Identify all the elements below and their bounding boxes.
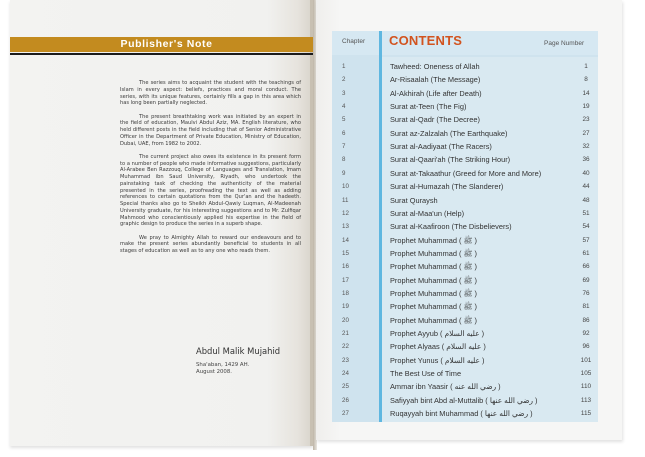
toc-page-number: 69 <box>582 276 590 284</box>
toc-page-number: 105 <box>580 370 592 378</box>
toc-entry <box>332 394 598 407</box>
contents-title: CONTENTS <box>389 33 463 48</box>
toc-chapter-number: 10 <box>342 183 349 191</box>
toc-chapter-title: Prophet Muhammad ( ﷺ ) <box>390 315 477 325</box>
toc-entry <box>332 274 598 287</box>
toc-chapter-number: 3 <box>342 89 346 97</box>
toc-page-number: 76 <box>582 289 590 297</box>
toc-chapter-title: Surat at-Takaathur (Greed for More and More) <box>390 168 542 178</box>
toc-entry <box>332 300 598 313</box>
toc-chapter-number: 13 <box>342 223 349 231</box>
signature-date <box>196 362 249 376</box>
toc-page-number: 40 <box>582 169 590 177</box>
toc-chapter-title: The Best Use of Time <box>390 369 462 379</box>
toc-page-number: 19 <box>582 103 590 111</box>
toc-page-number: 27 <box>582 129 590 137</box>
toc-chapter-title: Prophet Muhammad ( ﷺ ) <box>390 302 477 312</box>
toc-chapter-title: Tawheed: Oneness of Allah <box>390 62 480 71</box>
toc-entry <box>332 260 598 273</box>
toc-chapter-title: Surat al-Qadr (The Decree) <box>390 115 480 125</box>
toc-entry <box>332 354 598 367</box>
toc-page-number: 23 <box>582 116 590 124</box>
toc-chapter-number: 7 <box>342 143 346 151</box>
toc-entry <box>332 167 598 180</box>
toc-chapter-number: 19 <box>342 303 349 311</box>
note-paragraph: We pray to Almighty Allah to reward our endeavours and to make the present series abundantly beneficial to students in all stages of education as well as to any one who reads them. <box>120 234 301 254</box>
toc-entry <box>332 180 598 193</box>
toc-chapter-number: 21 <box>342 330 349 337</box>
toc-chapter-number: 25 <box>342 383 349 391</box>
publishers-note-banner <box>10 37 313 52</box>
toc-chapter-title: Surat al-Kaafiroon (The Disbelievers) <box>390 222 512 232</box>
toc-page-number: 44 <box>582 183 590 191</box>
toc-chapter-title: Surat al-Humazah (The Slanderer) <box>390 182 504 192</box>
banner-title: Publisher's Note <box>120 38 213 50</box>
toc-chapter-title: Surat Quraysh <box>390 195 438 205</box>
toc-chapter-title: Prophet Ayyub ( عليه السلام ) <box>390 329 485 338</box>
toc-page-number: 113 <box>580 396 592 404</box>
column-header-page-number: Page Number <box>544 40 585 47</box>
toc-chapter-title: Prophet Muhammad ( ﷺ ) <box>390 262 477 272</box>
toc-page-number: 61 <box>582 249 590 257</box>
toc-entry <box>332 127 598 140</box>
toc-chapter-title: Ammar ibn Yaasir ( رضي الله عنه ) <box>390 382 501 392</box>
toc-chapter-number: 14 <box>342 236 349 244</box>
toc-chapter-title: Prophet Alyaas ( عليه السلام ) <box>390 342 486 352</box>
toc-chapter-title: Surat al-Maa'un (Help) <box>390 208 465 218</box>
toc-chapter-title: Al-Akhirah (Life after Death) <box>390 88 482 98</box>
toc-entry <box>332 287 598 300</box>
toc-chapter-number: 23 <box>342 356 349 364</box>
toc-page-number: 81 <box>582 303 590 311</box>
toc-chapter-number: 27 <box>342 410 349 418</box>
note-paragraph: The series aims to acquaint the student with the teachings of Islam in every aspect: beliefs, practices and moral conduct. The series, with its unique features, certainly fills a gap in this area which has long been partially neglected. <box>120 80 301 107</box>
toc-page-number: 51 <box>582 209 590 217</box>
note-paragraph: The current project also owes its existence in its present form to a number of people who made informative suggestions, particularly Al-Arabee Ben Razzouq, College of Languages and Translation, Imam Muhammad ibn Saud University, Riyadh, who undertook the painstaking task of checking the authenticity of the material presented in the series, proofreading the text as well as adding references to certain quotations from the Qur'an and the hadeeth. Special thanks also go to Sheikh Abdul-Qawiy Luqman, Al-Madeenah University graduate, for his interesting suggestions and to Mr. Zulfiqar Mahmood who conscientiously applied his expertise in the field of graphic design to produce the series in a superb shape. <box>120 153 301 228</box>
toc-chapter-number: 24 <box>342 370 349 378</box>
toc-page-number: 115 <box>580 410 592 418</box>
toc-page-number: 36 <box>582 156 590 164</box>
toc-chapter-number: 26 <box>342 396 349 404</box>
toc-entry <box>332 100 598 113</box>
toc-chapter-number: 17 <box>342 276 349 284</box>
toc-page-number: 66 <box>582 263 590 271</box>
toc-entry <box>332 207 598 220</box>
toc-chapter-title: Surat al-Qaari'ah (The Striking Hour) <box>390 155 511 165</box>
toc-chapter-number: 9 <box>342 169 346 177</box>
toc-page-number: 86 <box>582 316 590 324</box>
date-line-gregorian: August 2008. <box>196 369 233 375</box>
toc-page-number: 54 <box>582 223 590 231</box>
toc-chapter-number: 6 <box>342 129 346 137</box>
toc-entry <box>332 113 598 126</box>
toc-page-number: 14 <box>582 89 590 97</box>
toc-chapter-title: Ruqayyah bint Muhammad ( رضي الله عنها ) <box>390 409 533 419</box>
toc-entry <box>332 340 598 353</box>
toc-entry <box>332 60 598 73</box>
column-header-chapter: Chapter <box>342 38 366 45</box>
toc-page-number: 101 <box>580 356 592 364</box>
publishers-note-body <box>120 80 301 261</box>
toc-page-number: 92 <box>582 330 590 337</box>
toc-entry <box>332 234 598 247</box>
toc-page-number: 57 <box>582 236 590 244</box>
date-line-hijri: Sha'aban, 1429 AH. <box>196 362 250 368</box>
toc-page-number: 96 <box>582 343 590 351</box>
toc-entry <box>332 87 598 100</box>
toc-chapter-number: 18 <box>342 289 349 297</box>
toc-entry <box>332 220 598 233</box>
toc-chapter-number: 5 <box>342 116 346 124</box>
toc-page-number: 1 <box>584 63 588 70</box>
note-paragraph: The present breathtaking work was initiated by an expert in the field of education, Maulvi Abdul Aziz, MA. English literature, who held different posts in the field including that of Senior Administrative Officer in the Department of Private Education, Ministry of Education, Dubai, UAE, from 1982 to 2002. <box>120 113 301 147</box>
toc-entry <box>332 327 598 340</box>
toc-chapter-title: Prophet Muhammad ( ﷺ ) <box>390 275 477 285</box>
toc-chapter-title: Prophet Muhammad ( ﷺ ) <box>390 288 477 298</box>
toc-chapter-number: 22 <box>342 343 349 351</box>
toc-entry <box>332 367 598 380</box>
toc-chapter-number: 1 <box>342 63 346 70</box>
toc-entry <box>332 73 598 86</box>
toc-entry <box>332 194 598 207</box>
toc-chapter-number: 8 <box>342 156 346 164</box>
toc-chapter-title: Surat az-Zalzalah (The Earthquake) <box>390 128 508 138</box>
toc-chapter-number: 12 <box>342 209 349 217</box>
toc-chapter-number: 11 <box>342 196 349 204</box>
toc-chapter-title: Prophet Muhammad ( ﷺ ) <box>390 235 477 245</box>
toc-page-number: 48 <box>582 196 590 204</box>
toc-entry <box>332 153 598 166</box>
toc-chapter-title: Ar-Risaalah (The Message) <box>390 75 481 85</box>
toc-chapter-title: Surat at-Teen (The Fig) <box>390 102 467 112</box>
banner-underline <box>10 53 313 55</box>
toc-entry <box>332 314 598 327</box>
toc-chapter-title: Prophet Muhammad ( ﷺ ) <box>390 248 477 258</box>
toc-page-number: 8 <box>584 76 588 84</box>
toc-entry <box>332 140 598 153</box>
toc-chapter-title: Prophet Yunus ( عليه السلام ) <box>390 355 485 365</box>
toc-chapter-number: 4 <box>342 103 346 111</box>
toc-chapter-title: Safiyyah bint Abd al-Muttalib ( رضي الله عنها ) <box>390 395 538 405</box>
toc-entry <box>332 407 598 420</box>
toc-chapter-number: 15 <box>342 249 349 257</box>
toc-entry <box>332 247 598 260</box>
toc-chapter-number: 16 <box>342 263 349 271</box>
signature-name: Abdul Malik Mujahid <box>196 346 281 356</box>
toc-entry <box>332 380 598 393</box>
toc-chapter-number: 2 <box>342 76 346 84</box>
toc-chapter-title: Surat al-Aadiyaat (The Racers) <box>390 142 492 152</box>
toc-page-number: 110 <box>580 383 592 391</box>
toc-chapter-number: 20 <box>342 316 349 324</box>
toc-page-number: 32 <box>582 143 590 151</box>
